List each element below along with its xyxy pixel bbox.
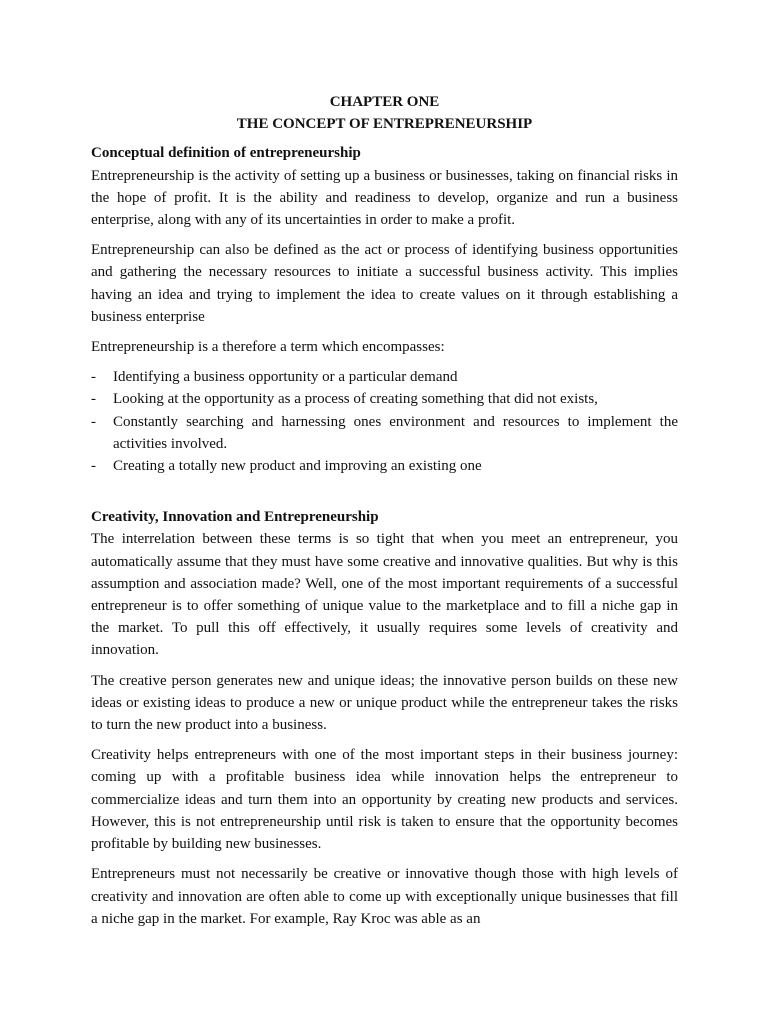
list-item-text: Constantly searching and harnessing ones environment and resources to implement the activities involved. — [113, 413, 678, 452]
spacer — [91, 358, 678, 366]
list-item-text: Identifying a business opportunity or a particular demand — [113, 369, 458, 386]
bullet-list — [91, 366, 678, 477]
paragraph: Entrepreneurship is a therefore a term which encompasses: — [91, 339, 445, 356]
page-content — [91, 91, 678, 930]
list-item — [91, 411, 678, 455]
dash-marker: - — [91, 391, 96, 408]
paragraph: The creative person generates new and unique ideas; the innovative person builds on these new ideas or existing ideas to produce a new or unique product while the entrepreneur takes the risks to turn the new product into a business. — [91, 672, 678, 734]
list-item — [91, 455, 678, 477]
list-item-text: Looking at the opportunity as a process of creating something that did not exists, — [113, 391, 598, 408]
section-heading: Creativity, Innovation and Entrepreneurship — [91, 509, 379, 526]
section-heading: Conceptual definition of entrepreneurship — [91, 145, 361, 162]
spacer — [91, 231, 678, 239]
spacer — [91, 477, 678, 506]
paragraph: Creativity helps entrepreneurs with one of the most important steps in their business journey: coming up with a profitable business idea while innovation helps the entrepreneur to commercialize ideas and turn them into an opportunity by creating new products and services. However, this is not entrepreneurship until risk is taken to ensure that the opportunity becomes profitable by building new businesses. — [91, 747, 678, 853]
spacer — [91, 135, 678, 142]
dash-marker: - — [91, 369, 96, 386]
chapter-title: THE CONCEPT OF ENTREPRENEURSHIP — [236, 116, 533, 133]
spacer — [91, 328, 678, 336]
list-item-text: Creating a totally new product and improving an existing one — [113, 458, 482, 475]
spacer — [91, 736, 678, 744]
paragraph: The interrelation between these terms is so tight that when you meet an entrepreneur, you automatically assume that they must have some creative and innovative qualities. But why is this assumption and association made? Well, one of the most important requirements of a successful entrepreneur is to offer something of unique value to the marketplace and to fill a niche gap in the market. To pull this off effectively, it usually requires some levels of creativity and innovation. — [91, 531, 678, 659]
paragraph: Entrepreneurship is the activity of setting up a business or businesses, taking on financial risks in the hope of profit. It is the ability and readiness to develop, organize and run a business enterprise, along with any of its uncertainties in order to make a profit. — [91, 167, 678, 229]
dash-marker: - — [91, 458, 96, 475]
spacer — [91, 855, 678, 863]
chapter-number: CHAPTER ONE — [329, 94, 440, 110]
dash-marker: - — [91, 413, 96, 430]
list-item — [91, 388, 678, 410]
spacer — [91, 662, 678, 670]
paragraph: Entrepreneurship can also be defined as the act or process of identifying business opportunities and gathering the necessary resources to initiate a successful business activity. This implies having an idea and trying to implement the idea to create values on it through establishing a business enterprise — [91, 242, 678, 325]
paragraph: Entrepreneurs must not necessarily be creative or innovative though those with high levels of creativity and innovation are often able to come up with exceptionally unique businesses that fill a niche gap in the market. For example, Ray Kroc was able as an — [91, 866, 678, 927]
list-item — [91, 366, 678, 388]
